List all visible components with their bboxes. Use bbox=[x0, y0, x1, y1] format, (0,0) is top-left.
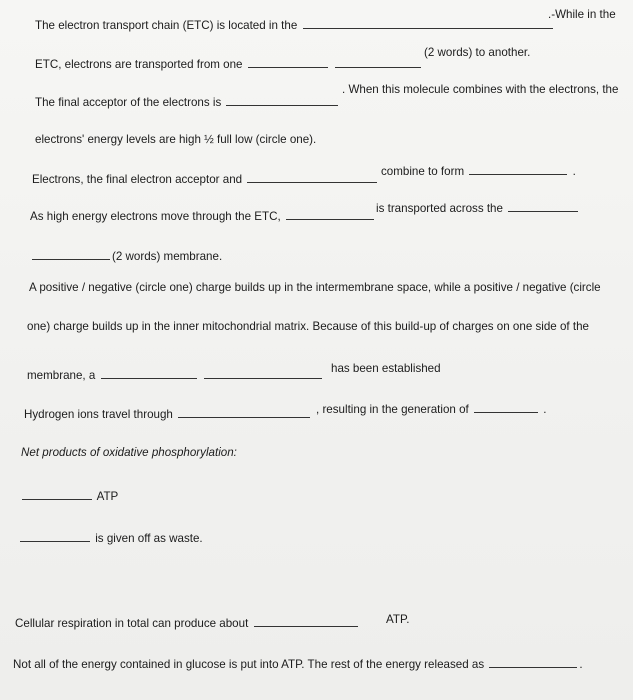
prompt-text: (2 words) to another. bbox=[424, 46, 531, 59]
prompt-text: ATP bbox=[96, 490, 119, 503]
answer-blank-total-atp[interactable] bbox=[254, 616, 358, 627]
prompt-text: Not all of the energy contained in glucose is put into ATP. The rest of the energy released as bbox=[13, 658, 485, 671]
prompt-continuation bbox=[386, 613, 409, 627]
prompt-continuation bbox=[331, 362, 441, 376]
prompt-continuation bbox=[342, 83, 618, 97]
prompt-text: . bbox=[579, 658, 583, 671]
question-energy-released bbox=[13, 657, 583, 672]
answer-blank-waste[interactable] bbox=[20, 531, 90, 542]
prompt-continuation bbox=[424, 46, 530, 60]
answer-blank-word-1[interactable] bbox=[248, 57, 328, 68]
net-products-heading bbox=[21, 446, 237, 460]
question-hydrogen-ions bbox=[24, 407, 312, 422]
prompt-text: electrons' energy levels are high ½ full low (circle one). bbox=[35, 133, 317, 146]
question-electron-transport bbox=[35, 57, 423, 72]
answer-blank-transported[interactable] bbox=[286, 209, 374, 220]
question-energy-levels bbox=[35, 133, 316, 147]
answer-blank-atp-count[interactable] bbox=[22, 489, 92, 500]
question-transport-across bbox=[30, 209, 376, 224]
prompt-text: . bbox=[572, 165, 576, 178]
prompt-text: The electron transport chain (ETC) is located in the bbox=[35, 19, 298, 32]
net-product-atp bbox=[20, 489, 118, 504]
answer-blank-generation[interactable] bbox=[474, 402, 538, 413]
prompt-text: ATP. bbox=[386, 613, 410, 626]
answer-blank-gradient-1[interactable] bbox=[101, 368, 197, 379]
answer-blank-energy-released[interactable] bbox=[489, 657, 577, 668]
prompt-text: membrane, a bbox=[27, 369, 96, 382]
net-product-waste bbox=[18, 531, 203, 546]
answer-blank-travel-through[interactable] bbox=[178, 407, 310, 418]
prompt-text: one) charge builds up in the inner mitochondrial matrix. Because of this build-up of charges on one side of the bbox=[27, 320, 589, 333]
question-etc-location bbox=[35, 18, 555, 33]
prompt-text: .-While in the bbox=[548, 8, 616, 21]
answer-blank-word-2[interactable] bbox=[335, 57, 421, 68]
prompt-text: has been established bbox=[331, 362, 441, 375]
question-combine-form bbox=[381, 164, 576, 179]
prompt-text: is given off as waste. bbox=[95, 532, 203, 545]
question-charge-matrix bbox=[27, 320, 589, 334]
prompt-text: combine to form bbox=[381, 165, 465, 178]
prompt-text: is transported across the bbox=[376, 202, 503, 215]
question-charge-intermembrane bbox=[29, 281, 601, 295]
answer-blank-final-acceptor[interactable] bbox=[226, 95, 338, 106]
heading-text: Net products of oxidative phosphorylation: bbox=[21, 446, 237, 459]
prompt-text: Electrons, the final electron acceptor and bbox=[32, 173, 243, 186]
question-total-atp bbox=[15, 616, 360, 631]
answer-blank-forms[interactable] bbox=[469, 164, 567, 175]
answer-blank-membrane-1[interactable] bbox=[508, 201, 578, 212]
question-transport-membrane bbox=[376, 201, 580, 216]
answer-blank-membrane-2[interactable] bbox=[32, 249, 110, 260]
question-gradient bbox=[27, 368, 324, 383]
prompt-text: As high energy electrons move through the ETC, bbox=[30, 210, 281, 223]
prompt-text: Cellular respiration in total can produce about bbox=[15, 617, 249, 630]
answer-blank-etc-location[interactable] bbox=[303, 18, 553, 29]
answer-blank-gradient-2[interactable] bbox=[204, 368, 322, 379]
question-generation bbox=[316, 402, 546, 417]
question-membrane-type bbox=[30, 249, 222, 264]
prompt-text: (2 words) membrane. bbox=[112, 250, 223, 263]
prompt-text: The final acceptor of the electrons is bbox=[35, 96, 222, 109]
answer-blank-combine-with[interactable] bbox=[247, 172, 377, 183]
prompt-text: . bbox=[543, 403, 547, 416]
question-combine bbox=[32, 172, 379, 187]
prompt-text: ETC, electrons are transported from one bbox=[35, 58, 243, 71]
prompt-text: Hydrogen ions travel through bbox=[24, 408, 173, 421]
prompt-text: . When this molecule combines with the electrons, the bbox=[342, 83, 619, 96]
question-final-acceptor bbox=[35, 95, 340, 110]
prompt-text: A positive / negative (circle one) charge builds up in the intermembrane space, while a positive / negative (circle bbox=[29, 281, 601, 294]
prompt-continuation bbox=[548, 8, 616, 22]
prompt-text: , resulting in the generation of bbox=[316, 403, 469, 416]
